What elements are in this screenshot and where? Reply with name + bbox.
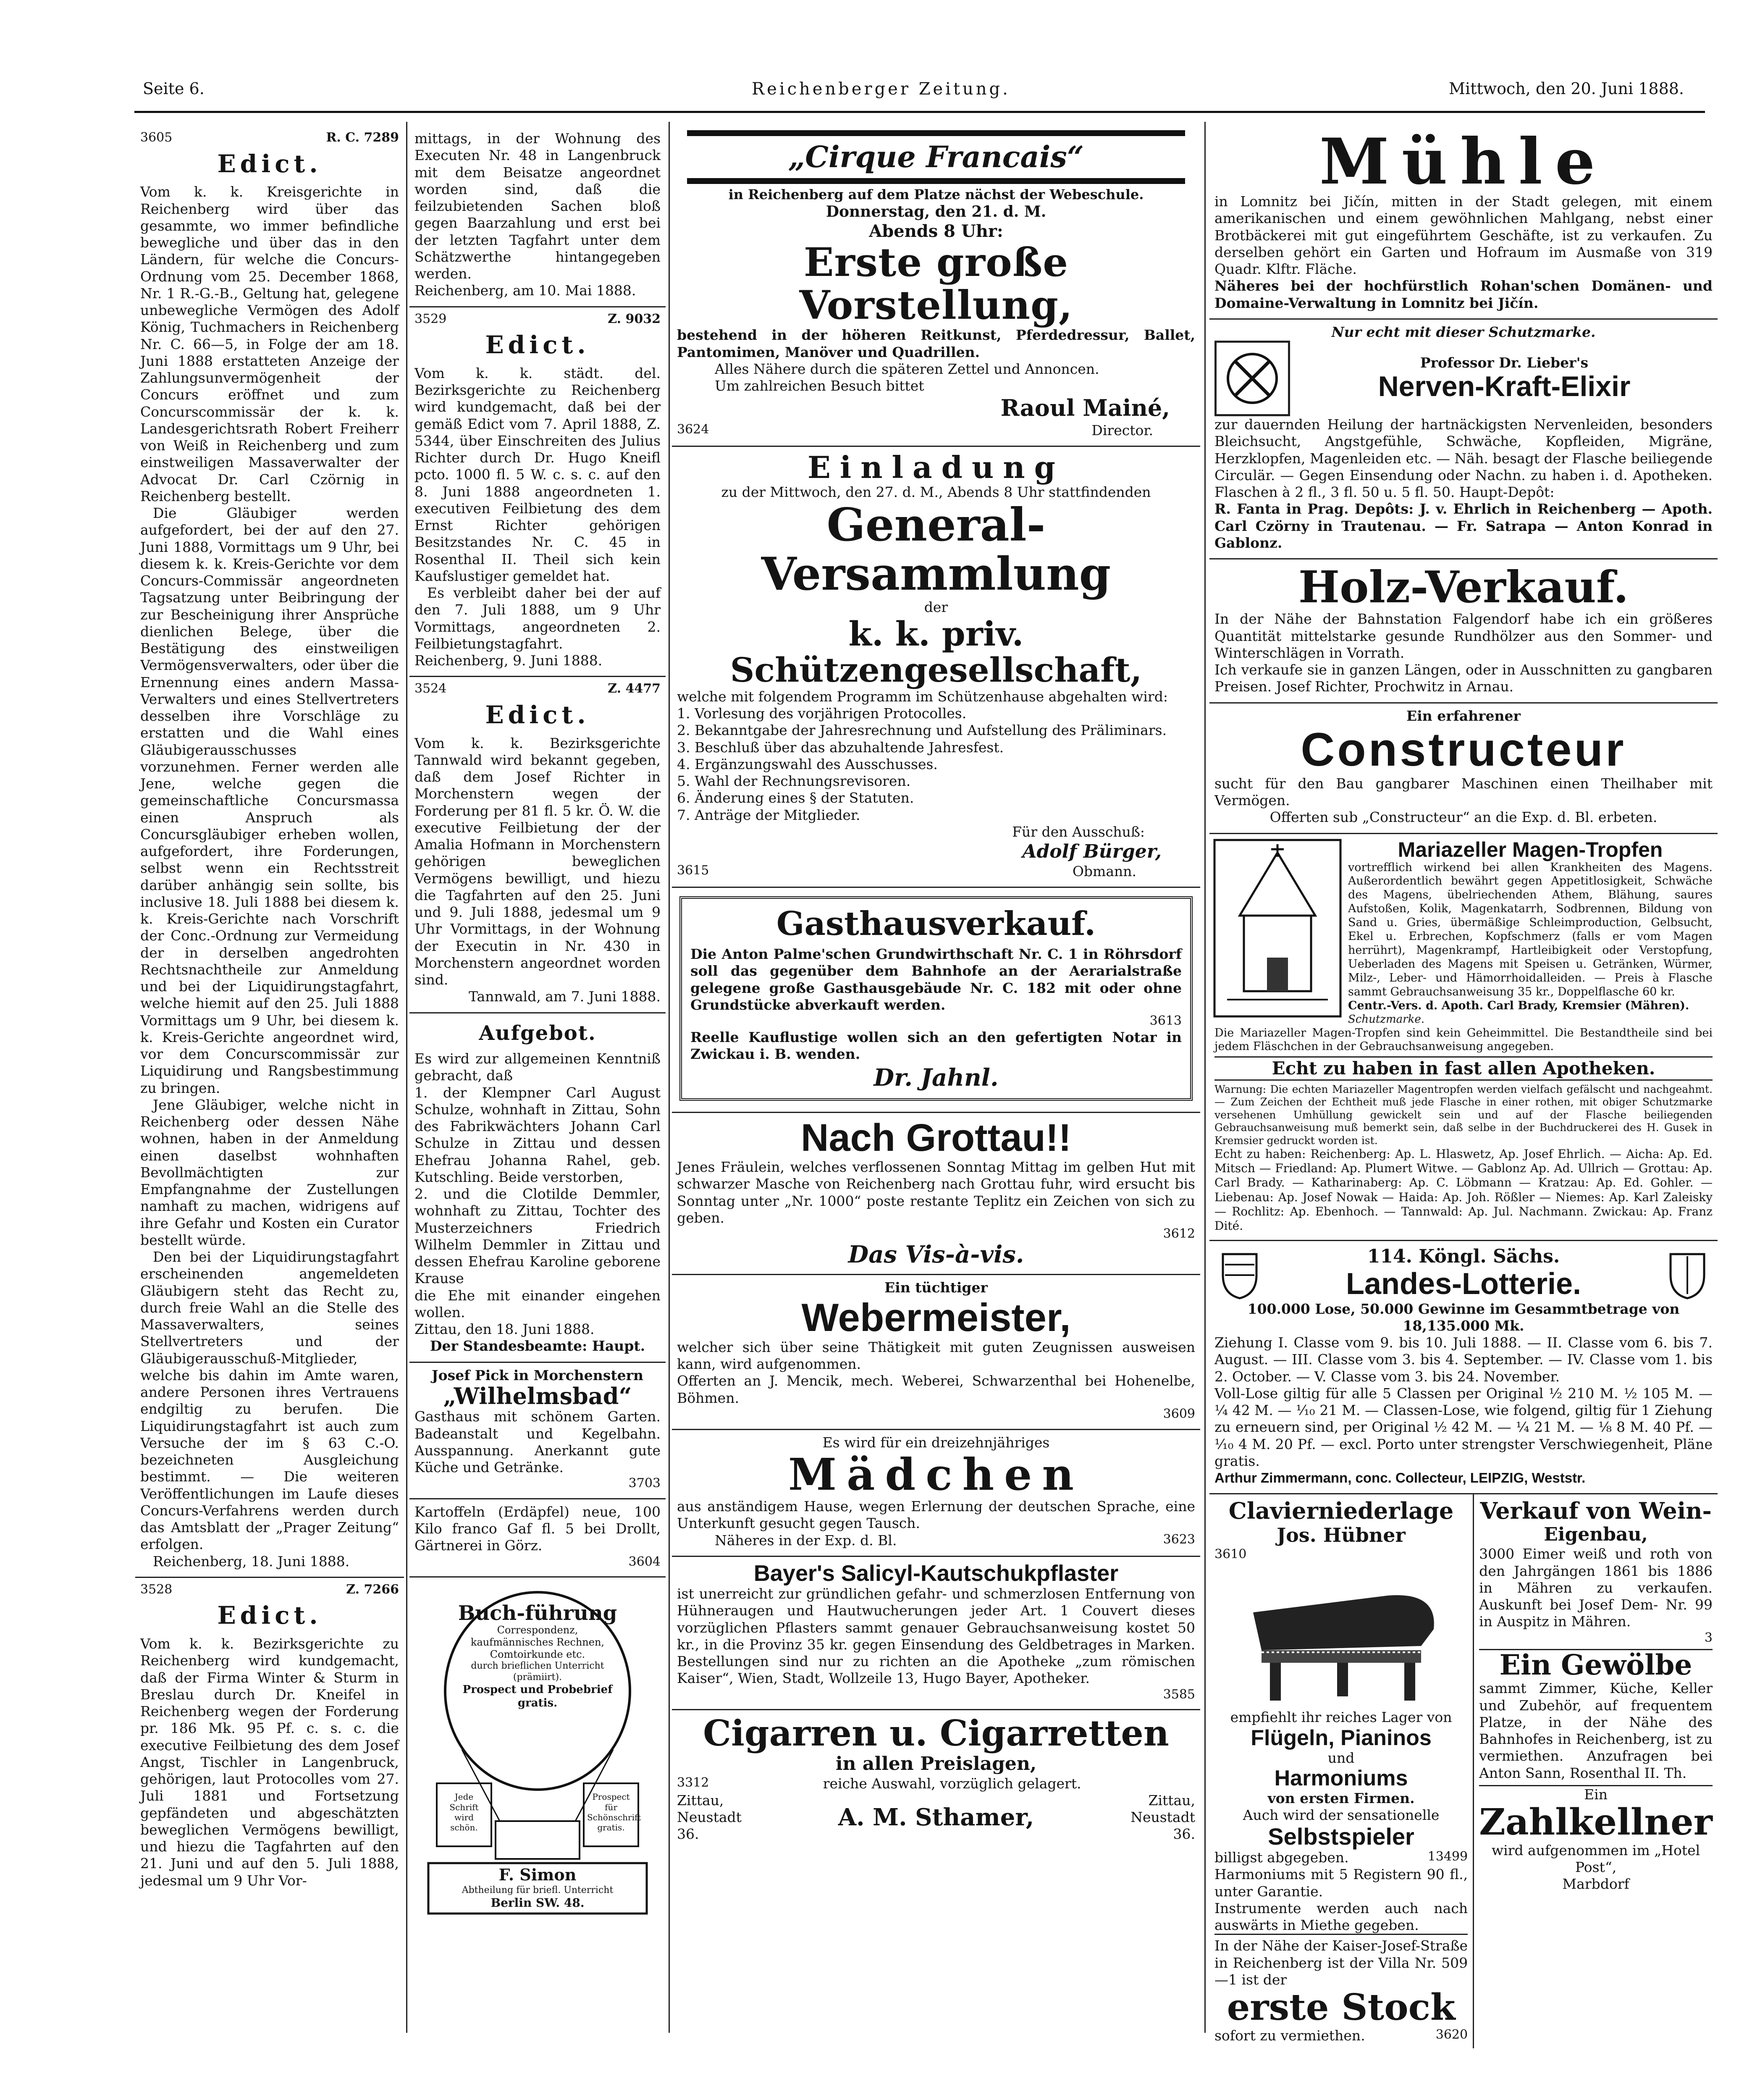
edict-footer: Reichenberg, 9. Juni 1888. <box>414 652 603 669</box>
mariazell-title: Mariazeller Magen-Tropfen <box>1398 837 1663 861</box>
cigarren-name: A. M. Sthamer, <box>838 1803 1034 1832</box>
circus-headline: Erste große Vorstellung, <box>799 239 1073 328</box>
webermeister-body: Offerten an J. Mencik, mech. Weberei, Schwarzenthal bei Hohenelbe, Böhmen. <box>677 1373 1195 1406</box>
ref-number: 3605 <box>140 130 173 145</box>
mariazell-slogan: Echt zu haben in fast allen Apotheken. <box>1214 1056 1713 1080</box>
einladung-sign: Adolf Bürger, <box>1022 841 1162 863</box>
ref-number: 3620 <box>1435 2027 1468 2042</box>
mariazell-mark: Schutzmarke. <box>1348 1013 1424 1026</box>
cigarren-sub: in allen Preislagen, <box>835 1753 1037 1774</box>
buch-line: Comtoirkunde etc. <box>490 1648 585 1661</box>
grottau-title: Nach Grottau!! <box>801 1116 1071 1159</box>
buch-right-box: Prospect für Schönschrift gratis. <box>587 1792 641 1833</box>
kellner-city: Marbdorf <box>1562 1876 1629 1893</box>
cigarren-address-left: Zittau, Neustadt 36. <box>677 1792 742 1843</box>
einladung-intro: welche mit folgendem Programm im Schützenhause abgehalten wird: <box>677 688 1168 705</box>
circus-ad <box>672 126 1200 446</box>
lotterie-sign: Arthur Zimmermann, conc. Collecteur, LEIPZIG, Weststr. <box>1214 1470 1586 1486</box>
edict-concurs <box>135 126 404 1577</box>
ref-number: 3610 <box>1214 1546 1247 1562</box>
edict-title: Edict. <box>217 1601 322 1630</box>
aufgebot-notice <box>409 1012 666 1362</box>
gewoelbe-title: Ein Gewölbe <box>1479 1649 1713 1680</box>
grottau-signature: Das Vis-à-vis. <box>848 1240 1024 1268</box>
wilhelmsbad-owner: Josef Pick in Morchenstern <box>432 1367 643 1383</box>
aufgebot-item: 2. und die Clotilde Demmler, wohnhaft zu Zittau, Tochter des Musterzeichners Friedrich Wilhelm Demmler in Zittau und dessen Ehefrau Karoline geborene Krause <box>414 1186 661 1287</box>
clavier-title: Clavierniederlage <box>1228 1497 1454 1525</box>
page-header <box>0 0 1739 130</box>
lotterie-title: Landes-Lotterie. <box>1346 1267 1582 1301</box>
ref-number: 3604 <box>628 1554 661 1569</box>
page-number: Seite 6. <box>143 79 205 98</box>
clavier-body: Instrumente werden auch nach auswärts in Miethe gegeben. <box>1214 1900 1468 1934</box>
erste-stock-title: erste Stock <box>1227 1986 1456 2029</box>
lotterie-body: Voll-Lose giltig für alle 5 Classen per Original ½ 210 M. ½ 105 M. — ¼ 42 M. — ⅒ 21 M. — Classen-Lose, wie folgend, giltig für 1 Ziehung zu erneuern sind, per Original ½ 42 M. — ¼ 21 M. — ⅛ 8 M. 40 Pf. — ⅒ 4 M. 20 Pf. — excl. Porto unter strengster Verschwiegenheit, Pläne gratis. <box>1214 1385 1713 1469</box>
buch-line: durch brieflichen Unterricht <box>471 1661 604 1672</box>
ref-number: 3585 <box>1163 1687 1195 1702</box>
aufgebot-title: Aufgebot. <box>479 1021 596 1045</box>
einladung-item: 4. Ergänzungswahl des Ausschusses. <box>677 756 938 772</box>
edict-title: Edict. <box>485 331 590 360</box>
balloon-illustration <box>420 1586 655 1918</box>
einladung-society: k. k. priv. Schützengesellschaft, <box>730 614 1142 690</box>
ref-number: 3612 <box>1163 1226 1195 1242</box>
clavier-ad <box>1209 1494 1474 2048</box>
lotterie-top: 114. Köngl. Sächs. <box>1367 1246 1560 1268</box>
circus-location: in Reichenberg auf dem Platze nächst der Webeschule. <box>728 186 1144 202</box>
bayer-title: Bayer's Salicyl-Kautschukpflaster <box>753 1560 1119 1586</box>
clavier-body: In der Nähe der Kaiser-Josef-Straße in Reichenberg ist der Villa Nr. 509—1 ist der <box>1214 1934 1468 1988</box>
constructeur-top: Ein erfahrener <box>1406 707 1521 724</box>
case-number: Z. 9032 <box>608 311 661 326</box>
edict-body: Vom k. k. Bezirksgerichte Tannwald wird bekannt gegeben, daß dem Josef Richter in Morchenstern wegen der Forderung per 81 fl. 5 kr. Ö. W. die executive Feilbietung der der Amalia Hofmann in Morchenstern gehörigen beweglichen Vermögens bewilligt, und hiezu die Tagfahrten auf den 25. Juni und 9. Juli 1888, jedesmal um 9 Uhr Vormittags, in der Wohnung der Executin in Nr. 430 in Morchenstern angeordnet worden sind. <box>414 735 661 988</box>
einladung-item: 1. Vorlesung des vorjährigen Protocolles. <box>677 705 967 722</box>
ref-number: 3609 <box>1163 1406 1195 1421</box>
muehle-body: in Lomnitz bei Jičín, mitten in der Stadt gelegen, mit einem amerikanischen und einem gewöhnlichen Mahlgang, nebst einer Brotbäckerei mit gut eingeführtem Geschäfte, ist zu verkaufen. Zu derselben gehört ein Garten und Hofraum im Ausmaße von 319 Quadr. Klftr. Fläche. <box>1214 193 1713 277</box>
constructeur-ad <box>1209 702 1718 833</box>
grottau-body: Jenes Fräulein, welches verflossenen Sonntag Mittag im gelben Hut mit schwarzer Masche von Reichenberg nach Grottau fuhr, wird ersucht bis Sonntag unter „Nr. 1000“ poste restante Teplitz ein Zeichen von sich zu geben. <box>677 1159 1195 1226</box>
wilhelmsbad-ad <box>409 1362 666 1498</box>
ref-number: 3 <box>1704 1630 1713 1645</box>
buch-line: Prospect und Probebrief <box>462 1683 613 1696</box>
lotterie-body: Ziehung I. Classe vom 9. bis 10. Juli 1888. — II. Classe vom 6. bis 7. August. — III. Classe vom 3. bis 4. September. — IV. Classe vom 1. bis 2. October. — V. Classe vom 3. bis 24. November. <box>1214 1334 1713 1385</box>
edict-feilbietung <box>135 1577 404 1896</box>
edict-body: mittags, in der Wohnung des Executen Nr. 48 in Langenbruck mit dem Beisatze angeordnet worden sind, daß die feilzubietenden Sachen bloß gegen Baarzahlung und erst bei der letzten Tagfahrt unter dem Schätzwerthe hintangegeben werden. <box>414 130 661 282</box>
issue-date: Mittwoch, den 20. Juni 1888. <box>1449 79 1684 98</box>
clavier-line: Harmoniums <box>1274 1766 1408 1790</box>
mariazell-places: Echt zu haben: Reichenberg: Ap. L. Hlaswetz, Ap. Josef Ehrlich. — Aicha: Ap. Ed. Mitsch — Friedland: Ap. Plumert Witwe. — Gablonz Ap. Ad. Ullrich — Grottau: Ap. Carl Brady. — Katharinaberg: Ap. C. Löbmann — Kratzau: Ap. Ed. Gohler. — Liebenau: Ap. Josef Nowak — Haida: Ap. Joh. Rößler — Niemes: Ap. Karl Zaleisky — Rochlitz: Ap. Ebenhoch. — Tannwald: Ap. Jul. Nachmann. Zwickau: Ap. Franz Dité. <box>1214 1147 1713 1233</box>
edict-continuation <box>409 126 666 306</box>
circus-desc: bestehend in der höheren Reitkunst, Pferdedressur, Ballet, Pantomimen, Manöver und Quadrillen. <box>677 327 1195 360</box>
cigarren-body: reiche Auswahl, vorzüglich gelagert. <box>823 1775 1081 1792</box>
cigarren-ad <box>672 1709 1200 1849</box>
buch-city: Berlin SW. 48. <box>490 1896 585 1910</box>
webermeister-body: welcher sich über seine Thätigkeit mit guten Zeugnissen ausweisen kann, wird aufgenommen. <box>677 1339 1195 1373</box>
case-number: Z. 4477 <box>608 681 661 696</box>
edict-title: Edict. <box>485 700 590 729</box>
buch-title: Buch-führung <box>458 1601 617 1625</box>
buch-sub: Abtheilung für briefl. Unterricht <box>462 1885 614 1895</box>
webermeister-top: Ein tüchtiger <box>884 1279 988 1296</box>
aufgebot-body: Es wird zur allgemeinen Kenntniß gebracht, daß <box>414 1050 661 1084</box>
bayer-ad <box>672 1556 1200 1709</box>
maedchen-body: aus anständigem Hause, wegen Erlernung der deutschen Sprache, eine Unterkunft gesucht gegen Tausch. <box>677 1498 1195 1532</box>
circus-invite: Um zahlreichen Besuch bittet <box>715 378 924 394</box>
buchfuehrung-ad <box>409 1576 666 1929</box>
clavier-line: billigst abgegeben. <box>1214 1849 1349 1866</box>
wilhelmsbad-body: Gasthaus mit schönem Garten. Badeanstalt und Kegelbahn. Ausspannung. Anerkannt gute Küche und Getränke. <box>414 1408 661 1476</box>
maedchen-ad <box>672 1429 1200 1556</box>
kellner-top: Ein <box>1479 1785 1713 1803</box>
column-divider <box>1204 122 1206 2033</box>
einladung-headline: General-Versammlung <box>761 499 1111 601</box>
gasthaus-body: Reelle Kauflustige wollen sich an den gefertigten Notar in Zwickau i. B. wenden. <box>690 1029 1182 1063</box>
ref-number: 3528 <box>140 1582 173 1597</box>
lotterie-sub: 100.000 Lose, 50.000 Gewinne im Gesammtbetrage von 18,135.000 Mk. <box>1247 1300 1680 1334</box>
aufgebot-signature: Der Standesbeamte: Haupt. <box>430 1338 645 1354</box>
ref-number: 13499 <box>1427 1849 1468 1864</box>
webermeister-ad <box>672 1274 1200 1428</box>
ref-number: 3312 <box>677 1775 709 1790</box>
circus-date: Donnerstag, den 21. d. M. <box>826 202 1047 220</box>
buch-line: gratis. <box>517 1696 558 1709</box>
trademark-emblem-icon <box>1223 349 1282 408</box>
maedchen-title: Mädchen <box>788 1448 1084 1500</box>
holz-body: Ich verkaufe sie in ganzen Längen, oder in Ausschnitten zu gangbaren Preisen. Josef Richter, Prochwitz in Arnau. <box>1214 662 1713 695</box>
einladung-item: 3. Beschluß über das abzuhaltende Jahresfest. <box>677 739 1004 756</box>
edict-body: Den bei der Liquidirungstagfahrt erscheinenden angemeldeten Gläubigern steht das Recht zu, durch freie Wahl an die Stelle des Massaverwalters, seines Stellvertreters und der Gläubigerausschuß-Mitglieder, welche bis dahin im Amte waren, andere Personen ihres Vertrauens endgiltig zu berufen. Die Liquidirungstagfahrt ist auch zum Versuche der im § 63 C.-O. bezeichneten Ausgleichung bestimmt. — Die weiteren Veröffentlichungen im Laufe dieses Concurs-Verfahrens werden durch das Amtsblatt der „Prager Zeitung“ erfolgen. <box>140 1249 399 1553</box>
verkauf-title: Verkauf von Wein- <box>1480 1497 1712 1525</box>
header-rule <box>134 111 1705 113</box>
edict-body: Vom k. k. städt. del. Bezirksgerichte zu Reichenberg wird kundgemacht, daß bei der gemäß Edict vom 7. April 1888, Z. 5344, über Einschreiten des Julius Richter durch Dr. Hugo Kneifl pcto. 1000 fl. 5 W. c. s. c. auf den 8. Juni 1888 angeordneten 1. executiven Feilbietung des dem Ernst Richter gehörigen Besitzstandes Nr. C. 45 in Rosenthal II. Theil sich kein Kaufslustiger gemeldet hat. <box>414 365 661 584</box>
circus-director-role: Director. <box>1091 422 1153 439</box>
aufgebot-date: Zittau, den 18. Juni 1888. <box>414 1321 595 1338</box>
einladung-ad <box>672 446 1200 886</box>
kartoffeln-ad <box>409 1498 666 1576</box>
webermeister-title: Webermeister, <box>801 1295 1071 1340</box>
column-4 <box>1209 125 1718 2044</box>
gasthaus-ad <box>672 887 1200 1112</box>
muehle-body: Näheres bei der hochfürstlich Rohan'schen Domänen- und Domaine-Verwaltung in Lomnitz bei Jičín. <box>1214 278 1713 311</box>
kellner-title: Zahlkellner <box>1479 1801 1713 1844</box>
gasthaus-body: Die Anton Palme'schen Grundwirthschaft Nr. C. 1 in Röhrsdorf soll das gegenüber dem Bahnhofe an der Aerarialstraße gelegene große Gasthausgebäude Nr. C. 182 mit oder ohne Grundstücke abverkauft werden. <box>690 946 1182 1013</box>
clavier-body: empfiehlt ihr reiches Lager von <box>1230 1709 1452 1726</box>
ref-number: 3524 <box>414 681 447 696</box>
einladung-item: 5. Wahl der Rechnungsrevisoren. <box>677 773 911 790</box>
edict-body: Jene Gläubiger, welche nicht in Reichenberg oder dessen Nähe wohnen, haben in der Anmeldung einen daselbst wohnhaften Bevollmächtigten zur Empfangnahme der Zustellungen namhaft zu machen, widrigens auf ihre Gefahr und Kosten ein Curator bestellt würde. <box>140 1096 399 1248</box>
column-divider <box>406 122 407 2033</box>
mariazell-depot: Centr.-Vers. d. Apoth. Carl Brady, Kremsier (Mähren). <box>1348 999 1689 1012</box>
buch-line: kaufmännisches Rechnen, <box>470 1636 605 1648</box>
wein-verkauf-ad <box>1474 1494 1718 2048</box>
muehle-title: Mühle <box>1319 125 1608 199</box>
verkauf-sub: Eigenbau, <box>1544 1523 1648 1545</box>
circus-director-name: Raoul Mainé, <box>1000 394 1170 422</box>
case-number: Z. 7266 <box>346 1582 399 1597</box>
ref-number: 3529 <box>414 311 447 326</box>
coat-of-arms-icon <box>1214 1246 1265 1300</box>
circus-more: Alles Nähere durch die späteren Zettel und Annoncen. <box>715 360 1099 377</box>
maedchen-body: Näheres in der Exp. d. Bl. <box>715 1532 897 1549</box>
verkauf-body: 3000 Eimer weiß und roth von den Jahrgängen 1861 bis 1886 in Mähren zu verkaufen. Auskunft bei Josef Dem- Nr. 99 in Auspitz in Mähren. <box>1479 1546 1713 1630</box>
clavier-name: Jos. Hübner <box>1277 1523 1406 1546</box>
einladung-sub: zu der Mittwoch, den 27. d. M., Abends 8 Uhr stattfindenden <box>721 484 1151 501</box>
ref-number: 3703 <box>628 1476 661 1491</box>
ref-number: 3613 <box>1149 1013 1182 1029</box>
mariazell-warning: Warnung: Die echten Mariazeller Magentropfen werden vielfach gefälscht und nachgeahmt. — Zum Zeichen der Echtheit muß jede Flasche in einer rothen, mit obiger Schutzmarke versehenen Umhüllung gewickelt sein und auf der Flasche beiliegenden Gebrauchsanweisung muß bemerkt sein, daß selbe in der Buchdruckerei des H. Gusek in Kremsier gedruckt worden ist. <box>1214 1083 1713 1147</box>
trademark-logo <box>1214 341 1290 416</box>
nerven-body: R. Fanta in Prag. Depôts: J. v. Ehrlich in Reichenberg — Apoth. Carl Czörny in Trautenau. — Fr. Satrapa — Anton Konrad in Gablonz. <box>1214 501 1713 551</box>
edict-body: Es verbleibt daher bei der auf den 7. Juli 1888, um 9 Uhr Vormittags, angeordneten 2. Feilbietungstagfahrt. <box>414 585 661 652</box>
lotterie-ad <box>1209 1240 1718 1493</box>
gasthaus-title: Gasthausverkauf. <box>776 904 1096 943</box>
clavier-line: Auch wird der sensationelle <box>1243 1807 1440 1824</box>
einladung-item: 2. Bekanntgabe der Jahresrechnung und Aufstellung des Präliminars. <box>677 722 1167 739</box>
maedchen-top: Es wird für ein dreizehnjähriges <box>822 1434 1050 1451</box>
buch-name: F. Simon <box>498 1865 577 1885</box>
kartoffeln-body: Kartoffeln (Erdäpfel) neue, 100 Kilo franco Gaf fl. 5 bei Drollt, Gärtnerei in Görz. <box>414 1503 661 1554</box>
bayer-body: ist unerreicht zur gründlichen gefahr- und schmerzlosen Entfernung von Hühneraugen und Hautwucherungen jeder Art. 1 Couvert dieses vorzüglichen Pflasters sammt genauer Gebrauchsanweisung kostet 50 kr., in die Provinz 35 kr. gegen Einsendung des Geldbetrages in Marken. Bestellungen sind nur zu richten an die Apotheke „zum römischen Kaiser“, Wien, Stadt, Wollzeile 13, Hugo Bayer, Apotheker. <box>677 1586 1195 1687</box>
edict-title: Edict. <box>217 149 322 178</box>
buch-left-box: Jede Schrift wird schön. <box>449 1792 479 1833</box>
edict-footer: Reichenberg, am 10. Mai 1888. <box>414 282 636 299</box>
buch-line: (prämiirt). <box>513 1672 562 1683</box>
edict-tannwald <box>409 676 666 1012</box>
circus-title: „Cirque Francais“ <box>788 139 1084 174</box>
cigarren-title: Cigarren u. Cigarretten <box>703 1712 1169 1754</box>
einladung-item: 6. Änderung eines § der Statuten. <box>677 790 914 806</box>
newspaper-title: Reichenberger Zeitung. <box>752 79 1010 99</box>
wilhelmsbad-title: „Wilhelmsbad“ <box>443 1382 632 1410</box>
mariazell-body: vortrefflich wirkend bei allen Krankheiten des Magens. Außerordentlich bewährt gegen Appetitlosigkeit, Schwäche des Magens, übelriechenden Athem, Blähung, saures Aufstoßen, Kolik, Magenkatarrh, Sodbrennen, Bildung von Sand u. Gries, übermäßige Schleimproduction, Gelbsucht, Ekel u. Erbrechen, Kopfschmerz (falls er vom Magen herrührt), Magenkrampf, Hartleibigkeit oder Verstopfung, Ueberladen des Magens mit Speisen u. Getränken, Würmer, Milz-, Leber- und Hämorrhoidalleiden. — Preis à Flasche sammt Gebrauchsanweisung 35 kr., Doppelflasche 60 kr. <box>1348 861 1713 998</box>
buch-line: Correspondenz, <box>497 1624 578 1636</box>
edict-body: Vom k. k. Bezirksgerichte zu Reichenberg wird kundgemacht, daß der Firma Winter & Sturm in Breslau durch Dr. Kneifel in Reichenberg wegen der Forderung pr. 186 Mk. 95 Pf. c. s. c. die executive Feilbietung des dem Josef Angst, Tischler in Langenbruck, gehörigen, laut Protocolles vom 27. Juli 1881 und Fortsetzung gepfändeten und abgeschätzten beweglichen Vermögens bewilligt, und hiezu die Tagfahrten auf den 21. Juni und auf den 5. Juli 1888, jedesmal um 9 Uhr Vor- <box>140 1635 399 1889</box>
clavier-line: von ersten Firmen. <box>1267 1790 1415 1807</box>
edict-footer: Tannwald, am 7. Juni 1888. <box>469 988 661 1005</box>
nerven-sub: Professor Dr. Lieber's <box>1420 354 1589 371</box>
kellner-body: wird aufgenommen im „Hotel Post“, <box>1491 1842 1700 1876</box>
constructeur-title: Constructeur <box>1301 723 1626 776</box>
ref-number: 3615 <box>677 863 709 878</box>
church-icon <box>1214 840 1340 1016</box>
edict-footer: Reichenberg, 18. Juni 1888. <box>153 1553 350 1570</box>
cigarren-address-right: Zittau, Neustadt 36. <box>1130 1792 1195 1843</box>
clavier-body: Harmoniums mit 5 Registern 90 fl., unter Garantie. <box>1214 1866 1468 1900</box>
nerven-elixir-ad <box>1209 318 1718 558</box>
coat-of-arms-icon <box>1662 1246 1713 1300</box>
holz-title: Holz-Verkauf. <box>1298 561 1629 613</box>
bottom-right-ads <box>1209 1493 1718 2048</box>
nerven-body: zur dauernden Heilung der hartnäckigsten Nervenleiden, besonders Bleichsucht, Angstgefühle, Schwäche, Kopfleiden, Migräne, Herzklopfen, Magenleiden etc. — Näh. besagt der Flasche beiliegende Circulär. — Gegen Einsendung oder Nachn. zu haben i. d. Apotheken. Flaschen à 2 fl., 3 fl. 50 u. 5 fl. 50. Haupt-Depôt: <box>1214 416 1713 500</box>
einladung-sign-role: Obmann. <box>1072 863 1136 879</box>
aufgebot-item: 1. der Klempner Carl August Schulze, wohnhaft in Zittau, Sohn des Fabrikwächters Johann Carl Schulze in Zittau und dessen Ehefrau Johanna Rahel, geb. Kutschling. Beide verstorben, <box>414 1084 661 1185</box>
constructeur-body: Offerten sub „Constructeur“ an die Exp. d. Bl. erbeten. <box>1269 809 1658 826</box>
ref-number: 3624 <box>677 422 709 437</box>
grand-piano-icon <box>1236 1566 1446 1705</box>
einladung-title: Einladung <box>808 449 1065 486</box>
case-number: R. C. 7289 <box>326 130 399 145</box>
gasthaus-signature: Dr. Jahnl. <box>873 1064 999 1092</box>
circus-time: Abends 8 Uhr: <box>869 221 1003 241</box>
column-3 <box>672 126 1200 2033</box>
column-1 <box>135 126 404 2033</box>
clavier-line: und <box>1327 1749 1355 1766</box>
column-2 <box>409 126 666 2033</box>
mariazell-ad <box>1209 833 1718 1240</box>
holz-verkauf-ad <box>1209 558 1718 702</box>
aufgebot-body: die Ehe mit einander eingehen wollen. <box>414 1287 661 1320</box>
ref-number: 3623 <box>1163 1532 1195 1547</box>
clavier-line: Selbstspieler <box>1268 1823 1414 1850</box>
edict-richter <box>409 306 666 676</box>
einladung-der: der <box>924 598 948 615</box>
edict-body: Die Gläubiger werden aufgefordert, bei der auf den 27. Juni 1888, Vormittags um 9 Uhr, bei diesem k. k. Kreis-Gerichte vor dem Concurs-Commissär angeordneten Tagsatzung unter Beibringung der zur Bescheinigung ihrer Ansprüche dienlichen Belege, über die Bestätigung des einstweiligen Vermögensverwalters, oder über die Ernennung eines andern Massa-Verwalters und eines Stellvertreters desselben ihre Vorschläge zu erstatten und die Wahl eines Gläubigerausschusses vorzunehmen. Ferner werden alle Jene, welche gegen die gemeinschaftliche Concursmassa einen Anspruch als Concursgläubiger erheben wollen, aufgefordert, ihre Forderungen, selbst wenn ein Rechtsstreit darüber anhängig sein sollte, bis inclusive 18. Juli 1888 bei diesem k. k. Kreis-Gerichte nach Vorschrift der Conc.-Ordnung zur Vermeidung der in derselben angedrohten Rechtsnachtheile zur Anmeldung und bei der Liquidirungstagfahrt, welche hiemit auf den 25. Juli 1888 Vormittags um 9 Uhr, bei diesem k. k. Kreis-Gerichte angeordnet wird, vor dem Concurscommissär zur Liquidirung und Rangsbestimmung zu bringen. <box>140 505 399 1096</box>
clavier-line: Flügeln, Pianinos <box>1251 1725 1432 1750</box>
clavier-body: sofort zu vermiethen. <box>1214 2027 1365 2044</box>
mariazell-body: Die Mariazeller Magen-Tropfen sind kein Geheimmittel. Die Bestandtheile sind bei jedem Fläschchen in der Gebrauchsanweisung angegeben. <box>1214 1026 1713 1053</box>
column-divider <box>669 122 670 2033</box>
nerven-title: Nerven-Kraft-Elixir <box>1378 370 1631 403</box>
gewoelbe-body: sammt Zimmer, Küche, Keller und Zubehör, auf frequentem Platze, in der Nähe des Bahnhofes in Reichenberg, ist zu vermiethen. Anzufragen bei Anton Sann, Rosenthal II. Th. <box>1479 1680 1713 1781</box>
edict-body: Vom k. k. Kreisgerichte in Reichenberg wird über das gesammte, wo immer befindliche bewegliche und über das in den Ländern, für welche die Concurs-Ordnung vom 25. December 1868, Nr. 1 R.-G.-B., Geltung hat, gelegene unbewegliche Vermögen des Adolf König, Tuchmachers in Reichenberg Nr. C. 66—5, in Folge der am 18. Juni 1888 erstatteten Anzeige der Zahlungsunvermögenheit der Concurs eröffnet und zum Concurscommissär der k. k. Landesgerichtsrath Robert Freiherr von Weiß in Reichenberg und zum einstweiligen Massaverwalter der Advocat Dr. Carl Czörnig in Reichenberg bestellt. <box>140 184 399 504</box>
grottau-ad <box>672 1112 1200 1274</box>
einladung-item: 7. Anträge der Mitglieder. <box>677 806 860 823</box>
holz-body: In der Nähe der Bahnstation Falgendorf habe ich ein größeres Quantität mittelstarke gesunde Rundhölzer aus den Sommer- und Winterschlägen in Vorrath. <box>1214 611 1713 661</box>
muehle-ad <box>1209 126 1718 318</box>
nerven-top: Nur echt mit dieser Schutzmarke. <box>1331 323 1596 340</box>
constructeur-body: sucht für den Bau gangbarer Maschinen einen Theilhaber mit Vermögen. <box>1214 775 1713 809</box>
einladung-sign-intro: Für den Ausschuß: <box>1012 823 1145 840</box>
